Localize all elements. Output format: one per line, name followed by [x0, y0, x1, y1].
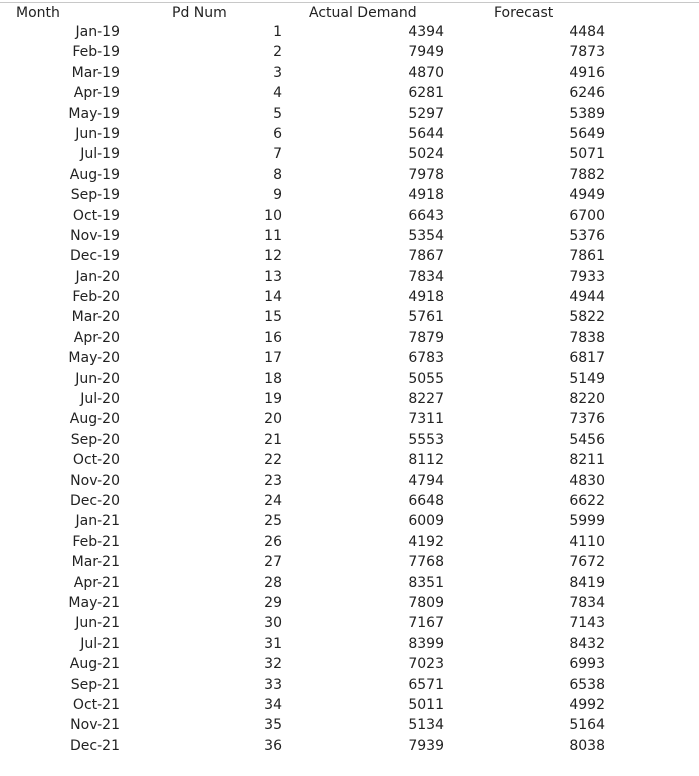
table-row: [0, 409, 699, 429]
forecast-cell: 5149: [569, 370, 605, 387]
pd-num-cell: 19: [264, 391, 282, 408]
actual-demand-cell: 5644: [408, 125, 444, 142]
pd-num-cell: 12: [264, 248, 282, 265]
forecast-cell: 7882: [569, 166, 605, 183]
month-cell: Mar-19: [71, 64, 120, 81]
forecast-cell: 5822: [569, 309, 605, 326]
pd-num-cell: 23: [264, 472, 282, 489]
header-pd-num: Pd Num: [172, 5, 227, 21]
pd-num-cell: 20: [264, 411, 282, 428]
actual-demand-cell: 4394: [408, 24, 444, 40]
pd-num-cell: 34: [264, 696, 282, 713]
pd-num-cell: 1: [273, 24, 282, 40]
month-cell: Sep-21: [70, 676, 120, 693]
month-cell: Sep-19: [70, 187, 120, 204]
table-row: [0, 246, 699, 266]
actual-demand-cell: 8351: [408, 574, 444, 591]
pd-num-cell: 33: [264, 676, 282, 693]
pd-num-cell: 29: [264, 594, 282, 611]
actual-demand-cell: 8112: [408, 452, 444, 469]
table-row: [0, 389, 699, 409]
table-row: [0, 430, 699, 450]
actual-demand-cell: 6643: [408, 207, 444, 224]
table-row: [0, 104, 699, 124]
actual-demand-cell: 7834: [408, 268, 444, 285]
pd-num-cell: 21: [264, 431, 282, 448]
pd-num-cell: 30: [264, 615, 282, 632]
actual-demand-cell: 5761: [408, 309, 444, 326]
forecast-cell: 4944: [569, 289, 605, 306]
forecast-cell: 6246: [569, 85, 605, 102]
month-cell: Jul-21: [80, 635, 120, 652]
actual-demand-cell: 4918: [408, 289, 444, 306]
pd-num-cell: 3: [273, 64, 282, 81]
pd-num-cell: 36: [264, 737, 282, 754]
actual-demand-cell: 4918: [408, 187, 444, 204]
forecast-cell: 8211: [569, 452, 605, 469]
forecast-cell: 5649: [569, 125, 605, 142]
forecast-cell: 7838: [569, 329, 605, 346]
month-cell: Jul-20: [80, 391, 120, 408]
forecast-cell: 5376: [569, 227, 605, 244]
forecast-cell: 4830: [569, 472, 605, 489]
forecast-cell: 4992: [569, 696, 605, 713]
table-row: [0, 613, 699, 633]
forecast-cell: 5164: [569, 717, 605, 734]
forecast-cell: 7376: [569, 411, 605, 428]
forecast-cell: 5389: [569, 105, 605, 122]
actual-demand-cell: 4870: [408, 64, 444, 81]
month-cell: Jun-19: [75, 125, 120, 142]
forecast-cell: 7933: [569, 268, 605, 285]
table-row: [0, 144, 699, 164]
pd-num-cell: 14: [264, 289, 282, 306]
actual-demand-cell: 7939: [408, 737, 444, 754]
month-cell: Jan-20: [75, 268, 120, 285]
pd-num-cell: 31: [264, 635, 282, 652]
table-row: [0, 185, 699, 205]
forecast-cell: 4949: [569, 187, 605, 204]
table-row: [0, 226, 699, 246]
header-month: Month: [16, 5, 60, 21]
pd-num-cell: 13: [264, 268, 282, 285]
month-cell: Nov-21: [70, 717, 120, 734]
month-cell: Nov-19: [70, 227, 120, 244]
table-row: [0, 675, 699, 695]
table-row: [0, 695, 699, 715]
actual-demand-cell: 6571: [408, 676, 444, 693]
actual-demand-cell: 7809: [408, 594, 444, 611]
month-cell: Mar-21: [71, 554, 120, 571]
month-cell: Sep-20: [70, 431, 120, 448]
actual-demand-cell: 5297: [408, 105, 444, 122]
month-cell: Jun-20: [75, 370, 120, 387]
forecast-cell: 6817: [569, 350, 605, 367]
table-row: [0, 63, 699, 83]
pd-num-cell: 6: [273, 125, 282, 142]
table-row: [0, 22, 699, 42]
forecast-cell: 7861: [569, 248, 605, 265]
table-row: [0, 511, 699, 531]
table-row: [0, 654, 699, 674]
table-row: [0, 634, 699, 654]
actual-demand-cell: 8227: [408, 391, 444, 408]
pd-num-cell: 9: [273, 187, 282, 204]
actual-demand-cell: 7879: [408, 329, 444, 346]
month-cell: Jan-21: [75, 513, 120, 530]
pd-num-cell: 10: [264, 207, 282, 224]
actual-demand-cell: 7867: [408, 248, 444, 265]
forecast-cell: 4110: [569, 533, 605, 550]
table-row: [0, 471, 699, 491]
actual-demand-cell: 5011: [408, 696, 444, 713]
month-cell: Feb-20: [72, 289, 120, 306]
table-row: [0, 573, 699, 593]
table-row: [0, 287, 699, 307]
forecast-cell: 7873: [569, 44, 605, 61]
pd-num-cell: 25: [264, 513, 282, 530]
actual-demand-cell: 7167: [408, 615, 444, 632]
table-row: [0, 267, 699, 287]
actual-demand-cell: 7311: [408, 411, 444, 428]
month-cell: Nov-20: [70, 472, 120, 489]
table-row: [0, 450, 699, 470]
month-cell: Aug-19: [69, 166, 120, 183]
actual-demand-cell: 5024: [408, 146, 444, 163]
month-cell: Jul-19: [80, 146, 120, 163]
pd-num-cell: 11: [264, 227, 282, 244]
month-cell: Jun-21: [75, 615, 120, 632]
month-cell: Oct-21: [72, 696, 120, 713]
month-cell: Dec-19: [70, 248, 120, 265]
forecast-cell: 4916: [569, 64, 605, 81]
pd-num-cell: 18: [264, 370, 282, 387]
table-row: [0, 307, 699, 327]
forecast-cell: 7672: [569, 554, 605, 571]
month-cell: Aug-20: [69, 411, 120, 428]
table-row: [0, 593, 699, 613]
actual-demand-cell: 6648: [408, 492, 444, 509]
table-row: [0, 532, 699, 552]
month-cell: Mar-20: [71, 309, 120, 326]
header-forecast: Forecast: [494, 5, 554, 21]
table-header: [0, 3, 699, 23]
table-row: [0, 328, 699, 348]
actual-demand-cell: 4794: [408, 472, 444, 489]
pd-num-cell: 5: [273, 105, 282, 122]
forecast-cell: 4484: [569, 24, 605, 40]
table-row: [0, 552, 699, 572]
table-body: [0, 22, 699, 756]
forecast-cell: 5071: [569, 146, 605, 163]
month-cell: Jan-19: [75, 24, 120, 40]
forecast-cell: 6538: [569, 676, 605, 693]
forecast-cell: 5456: [569, 431, 605, 448]
month-cell: Dec-20: [70, 492, 120, 509]
forecast-cell: 5999: [569, 513, 605, 530]
month-cell: Feb-21: [72, 533, 120, 550]
table-row: [0, 715, 699, 735]
table-row: [0, 206, 699, 226]
table-row: [0, 42, 699, 62]
actual-demand-cell: 5553: [408, 431, 444, 448]
actual-demand-cell: 6009: [408, 513, 444, 530]
forecast-cell: 6622: [569, 492, 605, 509]
table-row: [0, 124, 699, 144]
table-row: [0, 348, 699, 368]
month-cell: Oct-20: [72, 452, 120, 469]
month-cell: Apr-20: [73, 329, 120, 346]
month-cell: Dec-21: [70, 737, 120, 754]
forecast-cell: 8419: [569, 574, 605, 591]
table-row: [0, 491, 699, 511]
forecast-cell: 8220: [569, 391, 605, 408]
month-cell: Apr-19: [73, 85, 120, 102]
month-cell: Feb-19: [72, 44, 120, 61]
pd-num-cell: 8: [273, 166, 282, 183]
pd-num-cell: 16: [264, 329, 282, 346]
forecast-cell: 6700: [569, 207, 605, 224]
pd-num-cell: 15: [264, 309, 282, 326]
pd-num-cell: 17: [264, 350, 282, 367]
actual-demand-cell: 6281: [408, 85, 444, 102]
pd-num-cell: 26: [264, 533, 282, 550]
month-cell: May-20: [68, 350, 120, 367]
pd-num-cell: 2: [273, 44, 282, 61]
month-cell: May-21: [68, 594, 120, 611]
actual-demand-cell: 5055: [408, 370, 444, 387]
actual-demand-cell: 4192: [408, 533, 444, 550]
actual-demand-cell: 5354: [408, 227, 444, 244]
forecast-cell: 8432: [569, 635, 605, 652]
month-cell: Apr-21: [73, 574, 120, 591]
actual-demand-cell: 7768: [408, 554, 444, 571]
actual-demand-cell: 8399: [408, 635, 444, 652]
actual-demand-cell: 7023: [408, 656, 444, 673]
header-actual-demand: Actual Demand: [309, 5, 417, 21]
table-row: [0, 736, 699, 756]
pd-num-cell: 22: [264, 452, 282, 469]
pd-num-cell: 32: [264, 656, 282, 673]
actual-demand-cell: 7978: [408, 166, 444, 183]
forecast-cell: 7143: [569, 615, 605, 632]
actual-demand-cell: 6783: [408, 350, 444, 367]
table-row: [0, 369, 699, 389]
table-row: [0, 165, 699, 185]
actual-demand-cell: 7949: [408, 44, 444, 61]
pd-num-cell: 27: [264, 554, 282, 571]
month-cell: Aug-21: [69, 656, 120, 673]
table-row: [0, 83, 699, 103]
forecast-cell: 6993: [569, 656, 605, 673]
forecast-cell: 8038: [569, 737, 605, 754]
pd-num-cell: 4: [273, 85, 282, 102]
pd-num-cell: 7: [273, 146, 282, 163]
month-cell: May-19: [68, 105, 120, 122]
pd-num-cell: 35: [264, 717, 282, 734]
forecast-cell: 7834: [569, 594, 605, 611]
month-cell: Oct-19: [72, 207, 120, 224]
actual-demand-cell: 5134: [408, 717, 444, 734]
pd-num-cell: 28: [264, 574, 282, 591]
pd-num-cell: 24: [264, 492, 282, 509]
